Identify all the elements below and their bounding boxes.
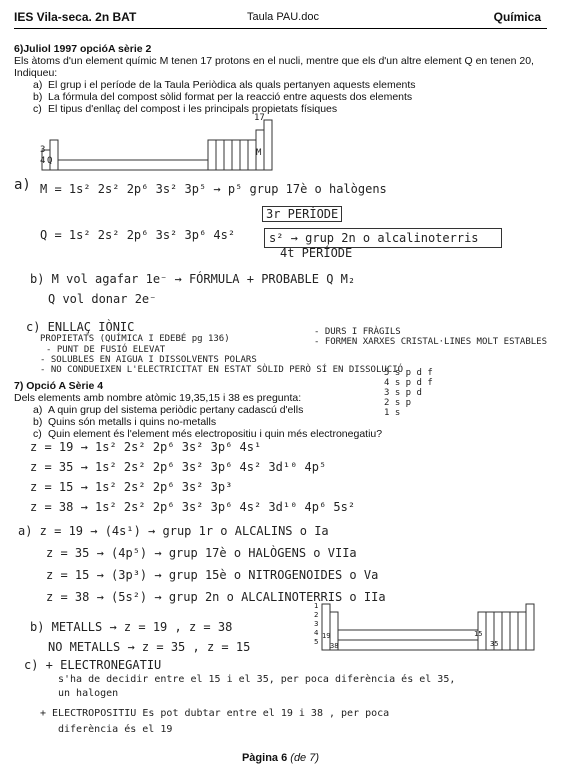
header-school: IES Vila-seca. 2n BAT — [14, 10, 137, 24]
answer-7b-metals: b) METALLS → z = 19 , z = 38 — [30, 620, 233, 634]
aufbau-row-3: 3 s p d — [384, 388, 422, 398]
answer-6b-line1: b) M vol agafar 1e⁻ → FÓRMULA + PROBABLE Q M₂ — [30, 272, 356, 286]
answer-7c-electroneg: c) + ELECTRONEGATIU — [24, 658, 162, 672]
answer-7c-electroneg-3: un halogen — [58, 688, 119, 699]
question-7-intro: Dels elements amb nombre atòmic 19,35,15 i 38 es pregunta: — [14, 392, 302, 404]
question-6-title: 6)Juliol 1997 opcióA sèrie 2 — [14, 43, 152, 55]
answer-7a-z15: z = 15 → (3p³) → grup 15è o NITROGENOIDES o Va — [46, 568, 379, 582]
answer-6a-q-group: s² → grup 2n o alcalinoterris — [264, 228, 502, 248]
table1-group-label: 17 — [254, 113, 265, 123]
answer-6c-prop-2: - SOLUBLES EN AIGUA I DISSOLVENTS POLARS — [40, 355, 257, 365]
header-subject: Química — [493, 10, 541, 24]
page-footer — [0, 752, 561, 764]
periodic-table-sketch-2 — [310, 600, 550, 652]
footer-total: (de 7) — [290, 752, 320, 764]
footer-page: Pàgina 6 — [241, 752, 288, 764]
question-7-title: 7) Opció A Sèrie 4 — [14, 380, 104, 392]
question-7-item-c: c) Quin element és l'element més electropositiu i quin més electronegatiu? — [33, 428, 383, 440]
aufbau-row-2: 2 s p — [384, 398, 412, 408]
question-7 — [14, 380, 394, 440]
answer-7c-electropos-2: diferència és el 19 — [58, 724, 173, 735]
answer-6c-prop-5: - FORMEN XARXES CRISTAL·LINES MOLT ESTABLES — [314, 337, 547, 347]
answer-6c-prop-1: - PUNT DE FUSIÓ ELEVAT — [46, 345, 166, 355]
table1-row-3: 3 — [40, 145, 46, 155]
answer-7c-electropos: + ELECTROPOSITIU Es pot dubtar entre el 19 i 38 , per poca — [40, 708, 390, 719]
periodic-table-sketch-1 — [30, 112, 290, 174]
question-7-item-a: a) A quin grup del sistema periòdic pertany cadascú d'ells — [33, 404, 304, 416]
question-7-item-b: b) Quins són metalls i quins no-metalls — [33, 416, 217, 428]
answer-6c-prop-3: - NO CONDUEIXEN L'ELECTRICITAT EN ESTAT SÒLID PERÒ SÍ EN DISSOLUCIÓ — [40, 365, 404, 375]
answer-7-z15-config: z = 15 → 1s² 2s² 2p⁶ 3s² 3p³ — [30, 480, 233, 494]
question-6-prompt: Indiqueu: — [14, 67, 58, 79]
table2-cell-35: 35 — [490, 640, 499, 648]
answer-7a-z35: z = 35 → (4p⁵) → grup 17è o HALÒGENS o VIIa — [46, 546, 357, 560]
answer-7-z19-config: z = 19 → 1s² 2s² 2p⁶ 3s² 3p⁶ 4s¹ — [30, 440, 262, 454]
table2-row-labels: 1 2 3 4 5 — [314, 602, 319, 646]
aufbau-row-4: 4 s p d f — [384, 378, 433, 388]
table1-row-4: 4 — [40, 156, 46, 166]
question-6-item-b: b) La fórmula del compost sòlid format per la reacció entre aquests dos elements — [33, 91, 413, 103]
header-filename: Taula PAU.doc — [247, 11, 319, 23]
table1-cell-q: Q — [47, 156, 53, 166]
answer-6b-line2: Q vol donar 2e⁻ — [48, 292, 157, 306]
answer-7c-electroneg-2: s'ha de decidir entre el 15 i el 35, per poca diferència és el 35, — [58, 674, 456, 685]
answer-6c-title: c) ENLLAÇ IÒNIC — [26, 320, 135, 334]
page-header — [14, 8, 547, 29]
table2-cell-15: 15 — [474, 630, 483, 638]
question-6-intro: Els àtoms d'un element químic M tenen 17 protons en el nucli, mentre que els d'un altre element Q en tenen 20, — [14, 55, 534, 67]
aufbau-row-5: 5 s p d f — [384, 368, 433, 378]
answer-6c-prop-4: - DURS I FRÀGILS — [314, 327, 401, 337]
table2-cell-19: 19 — [322, 632, 331, 640]
question-6-item-c: c) El tipus d'enllaç del compost i les principals propietats físiques — [33, 103, 338, 115]
answer-7-z38-config: z = 38 → 1s² 2s² 2p⁶ 3s² 3p⁶ 4s² 3d¹⁰ 4p⁶ 5s² — [30, 500, 356, 514]
table1-cell-m: M — [256, 148, 262, 158]
answer-7b-nonmetals: NO METALLS → z = 35 , z = 15 — [48, 640, 251, 654]
question-6 — [14, 43, 544, 115]
answer-6a-m-period: 3r PERÍODE — [262, 206, 342, 222]
answer-6a-label: a) — [14, 177, 31, 193]
answer-6a-q-period: 4t PERÍODE — [280, 246, 353, 260]
answer-7-z35-config: z = 35 → 1s² 2s² 2p⁶ 3s² 3p⁶ 4s² 3d¹⁰ 4p⁵ — [30, 460, 327, 474]
answer-6a-q-config: Q = 1s² 2s² 2p⁶ 3s² 3p⁶ 4s² — [40, 228, 236, 242]
table2-cell-38: 38 — [330, 642, 339, 650]
aufbau-row-1: 1 s — [384, 408, 401, 418]
aufbau-diagram — [384, 368, 454, 418]
answer-6a-m-config: M = 1s² 2s² 2p⁶ 3s² 3p⁵ → p⁵ grup 17è o halògens — [40, 182, 387, 196]
answer-7a-z19: a) z = 19 → (4s¹) → grup 1r o ALCALINS o Ia — [18, 524, 329, 538]
question-6-item-a: a) El grup i el període de la Taula Periòdica als quals pertanyen aquests elements — [33, 79, 416, 91]
answer-7a-z38: z = 38 → (5s²) → grup 2n o ALCALINOTERRIS o IIa — [46, 590, 386, 604]
answer-6c-props: PROPIETATS (QUÍMICA I EDEBÉ pg 136) — [40, 334, 230, 344]
